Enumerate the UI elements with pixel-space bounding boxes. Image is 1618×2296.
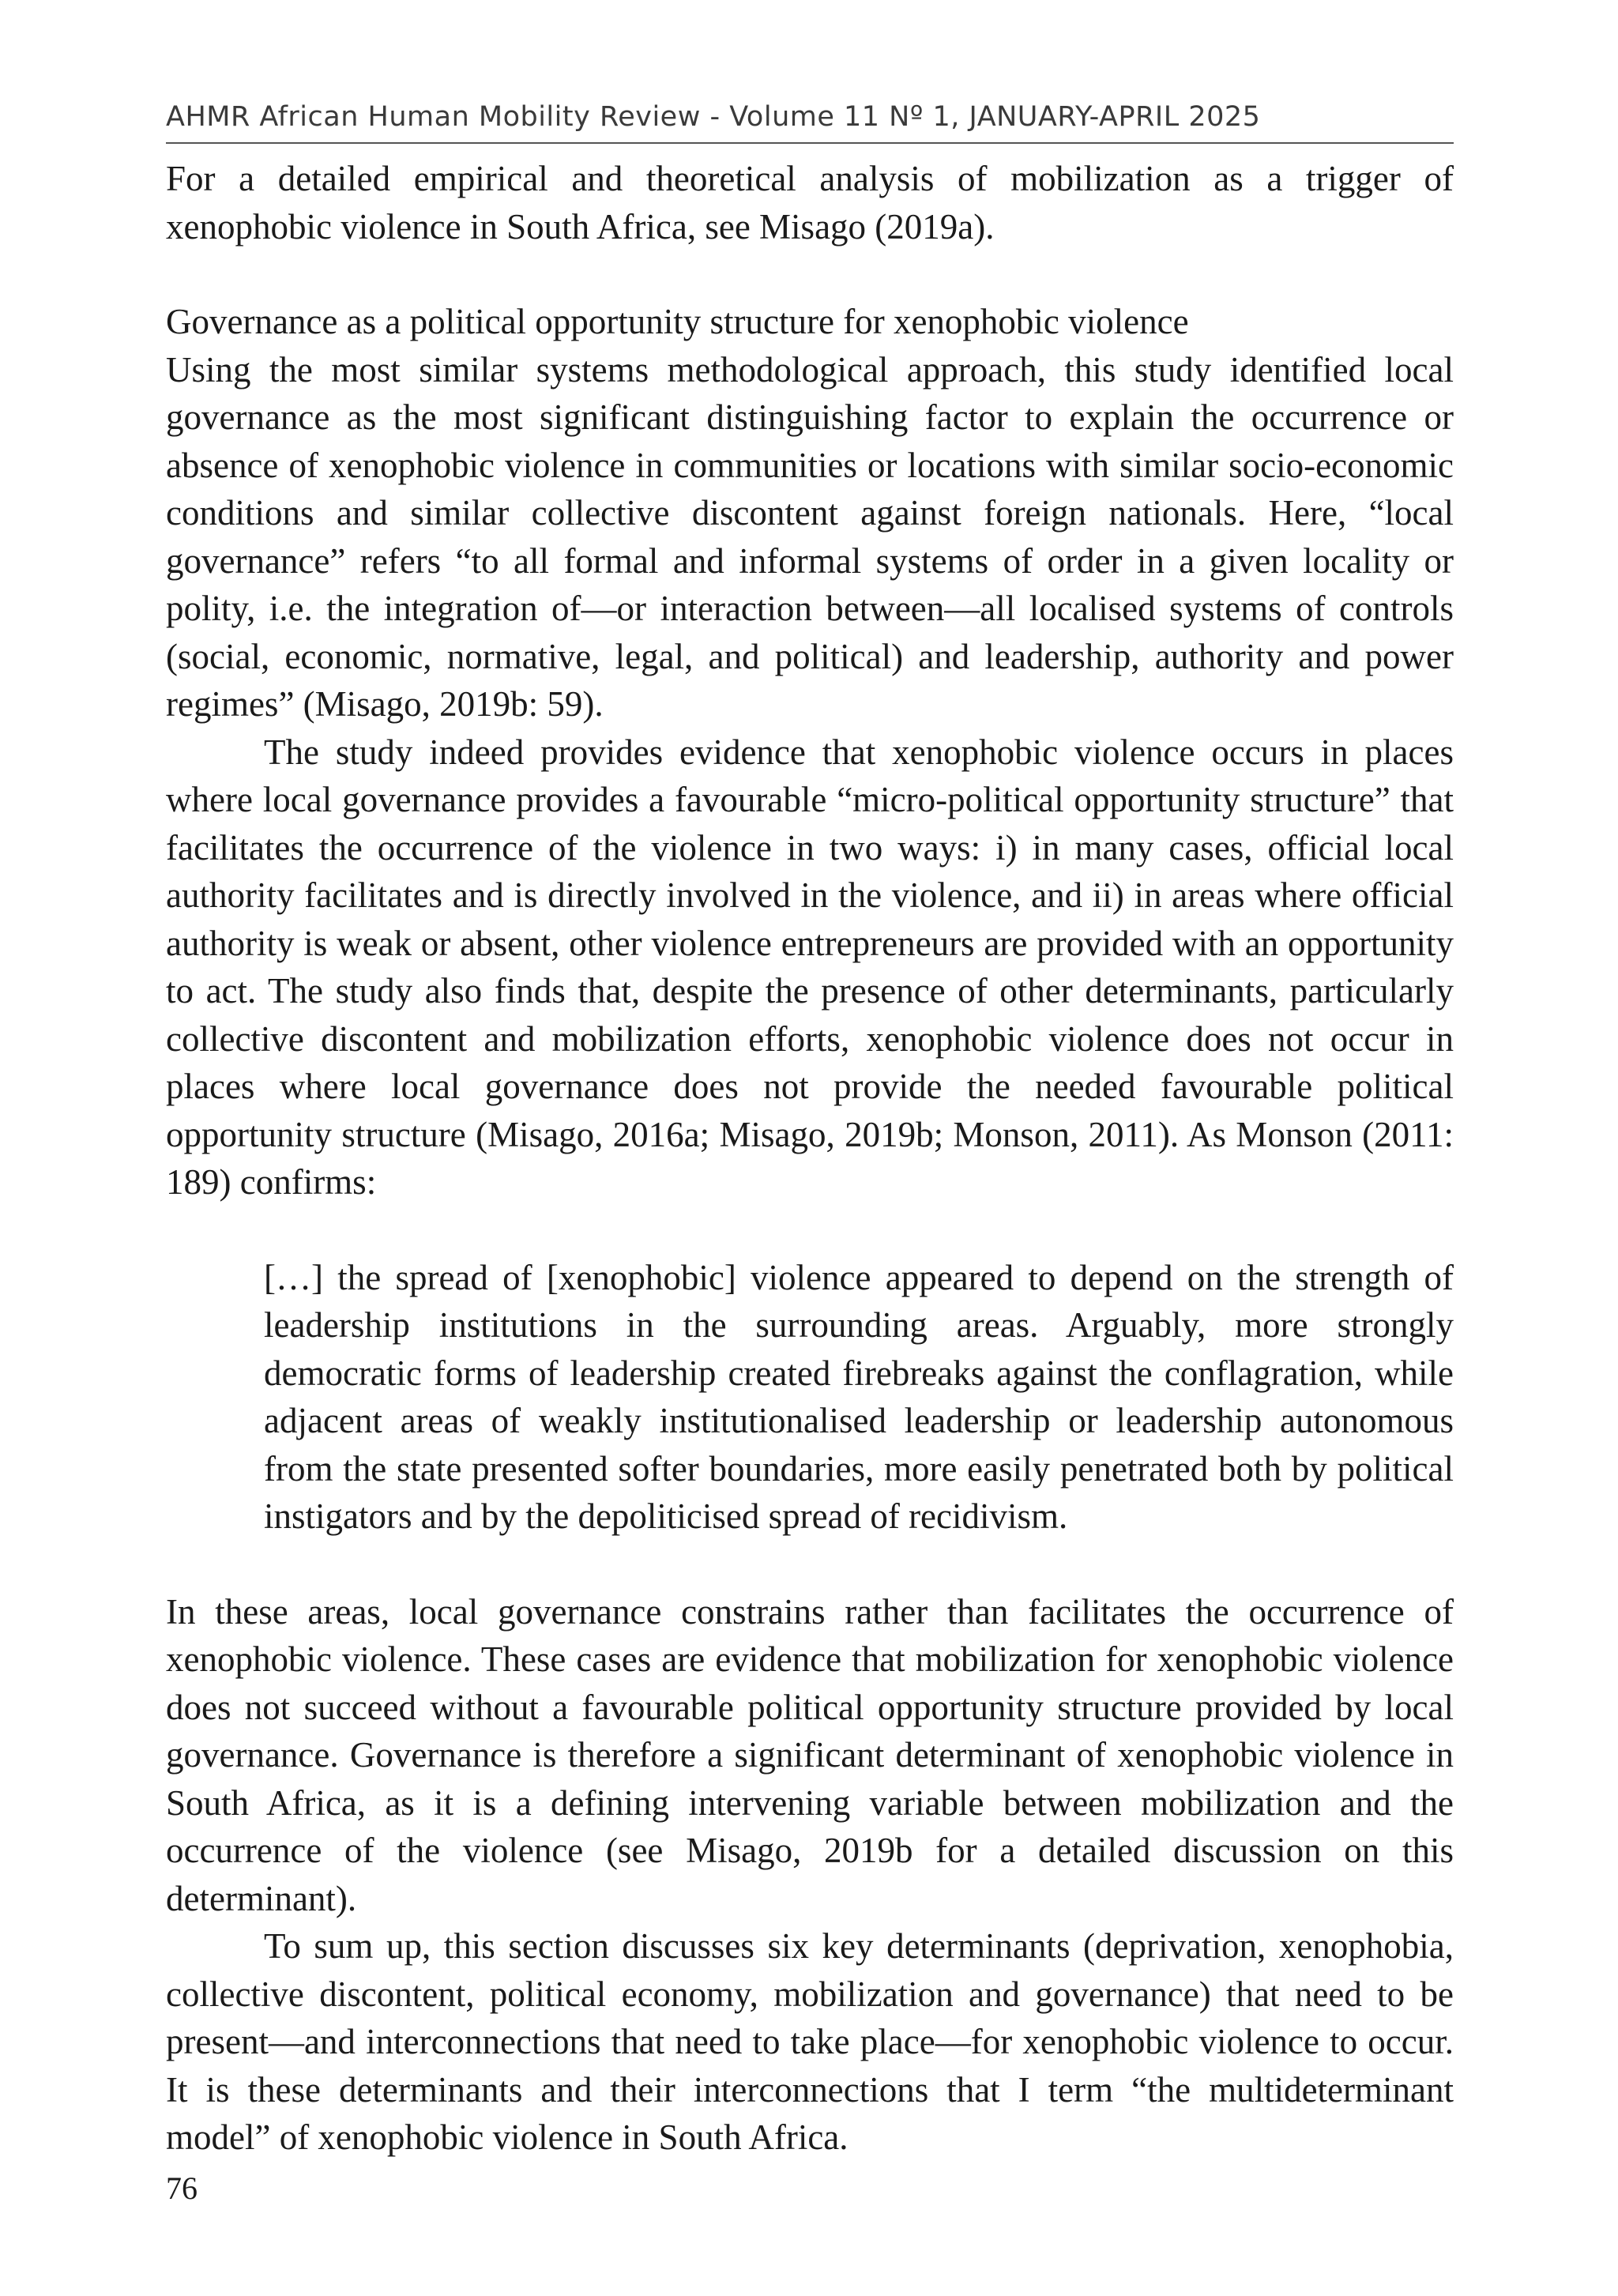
paragraph-local-governance-definition: Using the most similar systems methodological approach, this study identified local governance as the most significant distinguishing factor to explain the occurrence or absence of xenophobic violence in communities or locations with similar socio-economic conditions and similar collective discontent against foreign nationals. Here, “local governance” refers “to all formal and informal systems of order in a given locality or polity, i.e. the integration of—or interaction between—all localised systems of controls (social, economic, normative, legal, and political) and leadership, authority and power regimes” (Misago, 2019b: 59). xyxy=(166,349,1454,724)
section-subheading: Governance as a political opportunity structure for xenophobic violence xyxy=(166,302,1189,341)
paragraph-mobilization-reference: For a detailed empirical and theoretical analysis of mobilization as a trigger of xenophobic violence in South Africa, see Misago (2019a). xyxy=(166,159,1454,247)
paragraph-summary: To sum up, this section discusses six key determinants (deprivation, xenophobia, collective discontent, political economy, mobilization and governance) that need to be present—and interconnections that need to take place—for xenophobic violence to occur. It is these determinants and their interconnections that I term “the multideterminant model” of xenophobic violence in South Africa. xyxy=(166,1926,1454,2157)
journal-page xyxy=(166,0,1454,2296)
page-number: 76 xyxy=(166,2170,198,2206)
paragraph-study-evidence: The study indeed provides evidence that xenophobic violence occurs in places where local governance provides a favourable “micro-political opportunity structure” that facilitates the occurrence of the violence in two ways: i) in many cases, official local authority facilitates and is directly involved in the violence, and ii) in areas where official authority is weak or absent, other violence entrepreneurs are provided with an opportunity to act. The study also finds that, despite the presence of other determinants, particularly collective discontent and mobilization efforts, xenophobic violence does not occur in places where local governance does not provide the needed favourable political opportunity structure (Misago, 2016a; Misago, 2019b; Monson, 2011). As Monson (2011: 189) confirms: xyxy=(166,732,1454,1202)
block-quote-monson: […] the spread of [xenophobic] violence appeared to depend on the strength of leadership institutions in the surrounding areas. Arguably, more strongly democratic forms of leadership created firebreaks against the conflagration, while adjacent areas of weakly institutionalised leadership or leadership autonomous from the state presented softer boundaries, more easily penetrated both by political instigators and by the depoliticised spread of recidivism. xyxy=(264,1257,1454,1536)
running-header: AHMR African Human Mobility Review - Volume 11 Nº 1, JANUARY-APRIL 2025 xyxy=(166,101,1261,133)
article-body xyxy=(166,155,1454,2162)
paragraph-governance-determinant: In these areas, local governance constrains rather than facilitates the occurrence of xenophobic violence. These cases are evidence that mobilization for xenophobic violence does not succeed without a favourable political opportunity structure provided by local governance. Governance is therefore a significant determinant of xenophobic violence in South Africa, as it is a defining intervening variable between mobilization and the occurrence of the violence (see Misago, 2019b for a detailed discussion on this determinant). xyxy=(166,1591,1454,1918)
header-divider xyxy=(166,142,1454,144)
